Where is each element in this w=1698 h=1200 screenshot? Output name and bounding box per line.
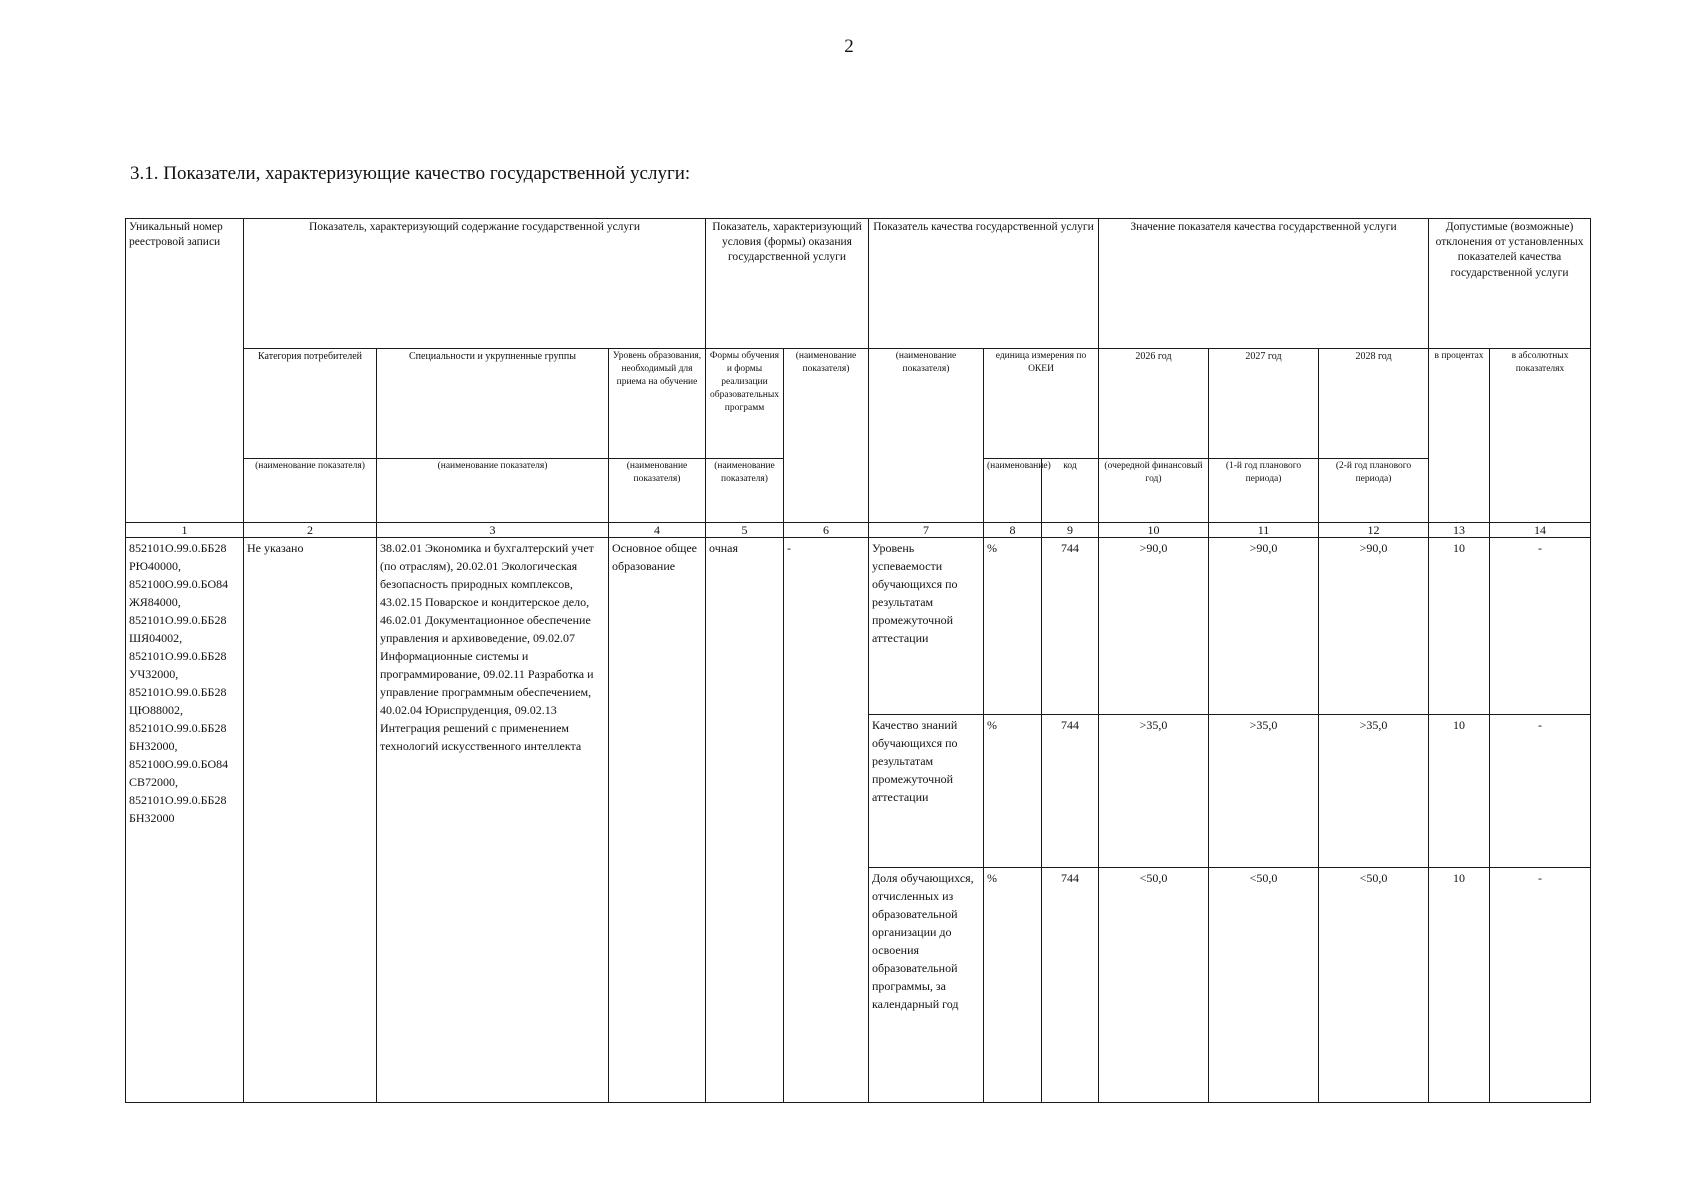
indicator-unit: % <box>984 715 1042 868</box>
page-number: 2 <box>844 36 854 57</box>
header-quality-indicator: Показатель качества государственной услуги <box>869 219 1099 349</box>
header-name-consumer: (наименование показателя) <box>244 459 377 523</box>
column-number: 10 <box>1099 523 1209 538</box>
column-number: 9 <box>1042 523 1099 538</box>
indicator-2027: >35,0 <box>1209 715 1319 868</box>
study-form: очная <box>706 538 784 1103</box>
specialties: 38.02.01 Экономика и бухгалтерский учет (по отраслям), 20.02.01 Экологическая безопасность природных комплексов, 43.02.15 Поварское и кондитерское дело, 46.02.01 Документационное обеспечение управления и архивоведение, 09.02.07 Информационные системы и программирование, 09.02.11 Разработка и управление программным обеспечением, 40.02.04 Юриспруденция, 09.02.13 Интеграция решений с применением технологий искусственного интеллекта <box>377 538 609 1103</box>
education-level: Основное общее образование <box>609 538 706 1103</box>
header-period-first: (1-й год планового периода) <box>1209 459 1319 523</box>
header-year-2026: 2026 год <box>1099 349 1209 459</box>
indicator-absolute: - <box>1490 715 1591 868</box>
header-in-absolute: в абсолютных показателях <box>1490 349 1591 523</box>
column-number: 11 <box>1209 523 1319 538</box>
header-name-forms: (наименование показателя) <box>706 459 784 523</box>
indicator-2028: >90,0 <box>1319 538 1429 715</box>
indicator-percent: 10 <box>1429 715 1490 868</box>
indicator-code: 744 <box>1042 538 1099 715</box>
header-unit-code: код <box>1042 459 1099 523</box>
header-study-forms: Формы обучения и формы реализации образовательных программ <box>706 349 784 459</box>
indicator-2026: <50,0 <box>1099 868 1209 1103</box>
indicator-name: Качество знаний обучающихся по результатам промежуточной аттестации <box>869 715 984 868</box>
indicator-2028: >35,0 <box>1319 715 1429 868</box>
header-education-level: Уровень образования, необходимый для приема на обучение <box>609 349 706 459</box>
indicator-unit: % <box>984 538 1042 715</box>
header-period-current: (очередной финансовый год) <box>1099 459 1209 523</box>
header-consumer-category: Категория потребителей <box>244 349 377 459</box>
header-year-2028: 2028 год <box>1319 349 1429 459</box>
column-number: 14 <box>1490 523 1591 538</box>
column-number: 4 <box>609 523 706 538</box>
column-number: 8 <box>984 523 1042 538</box>
indicator-2026: >90,0 <box>1099 538 1209 715</box>
header-indicator-name-7: (наименование показателя) <box>869 349 984 523</box>
section-title: 3.1. Показатели, характеризующие качество государственной услуги: <box>130 163 691 184</box>
header-content-indicator: Показатель, характеризующий содержание государственной услуги <box>244 219 706 349</box>
column-number: 7 <box>869 523 984 538</box>
consumer-category: Не указано <box>244 538 377 1103</box>
column-number: 2 <box>244 523 377 538</box>
header-quality-value: Значение показателя качества государственной услуги <box>1099 219 1429 349</box>
header-unit-name: (наименование) <box>984 459 1042 523</box>
registry-numbers: 852101О.99.0.ББ28 РЮ40000, 852100О.99.0.БО84 ЖЯ84000, 852101О.99.0.ББ28 ШЯ04002, 852101О.99.0.ББ28 УЧ32000, 852101О.99.0.ББ28 ЦЮ88002, 852101О.99.0.ББ28 БН32000, 852100О.99.0.БО84 СВ72000, 852101О.99.0.ББ28 БН32000 <box>126 538 244 1103</box>
indicator-code: 744 <box>1042 715 1099 868</box>
indicator-absolute: - <box>1490 538 1591 715</box>
indicator-2027: >90,0 <box>1209 538 1319 715</box>
indicator-name: Уровень успеваемости обучающихся по результатам промежуточной аттестации <box>869 538 984 715</box>
header-unique-number: Уникальный номер реестровой записи <box>126 219 244 523</box>
header-unit-okei: единица измерения по ОКЕИ <box>984 349 1099 459</box>
column-number: 6 <box>784 523 869 538</box>
column-number: 5 <box>706 523 784 538</box>
header-period-second: (2-й год планового периода) <box>1319 459 1429 523</box>
column-number: 12 <box>1319 523 1429 538</box>
indicator-percent: 10 <box>1429 538 1490 715</box>
header-indicator-name-6: (наименование показателя) <box>784 349 869 523</box>
table-row <box>126 538 1591 715</box>
header-conditions-indicator: Показатель, характеризующий условия (формы) оказания государственной услуги <box>706 219 869 349</box>
header-year-2027: 2027 год <box>1209 349 1319 459</box>
header-name-specialties: (наименование показателя) <box>377 459 609 523</box>
indicator-2028: <50,0 <box>1319 868 1429 1103</box>
quality-indicators-table <box>125 218 1591 1103</box>
column-number: 13 <box>1429 523 1490 538</box>
column-number: 1 <box>126 523 244 538</box>
header-in-percent: в процентах <box>1429 349 1490 523</box>
column-number: 3 <box>377 523 609 538</box>
indicator-unit: % <box>984 868 1042 1103</box>
col6-value: - <box>784 538 869 1103</box>
indicator-code: 744 <box>1042 868 1099 1103</box>
indicator-2027: <50,0 <box>1209 868 1319 1103</box>
header-specialties: Специальности и укрупненные группы <box>377 349 609 459</box>
indicator-percent: 10 <box>1429 868 1490 1103</box>
indicator-absolute: - <box>1490 868 1591 1103</box>
indicator-name: Доля обучающихся, отчисленных из образовательной организации до освоения образовательной программы, за календарный год <box>869 868 984 1103</box>
indicator-2026: >35,0 <box>1099 715 1209 868</box>
header-name-level: (наименование показателя) <box>609 459 706 523</box>
header-deviations: Допустимые (возможные) отклонения от установленных показателей качества государственной услуги <box>1429 219 1591 349</box>
